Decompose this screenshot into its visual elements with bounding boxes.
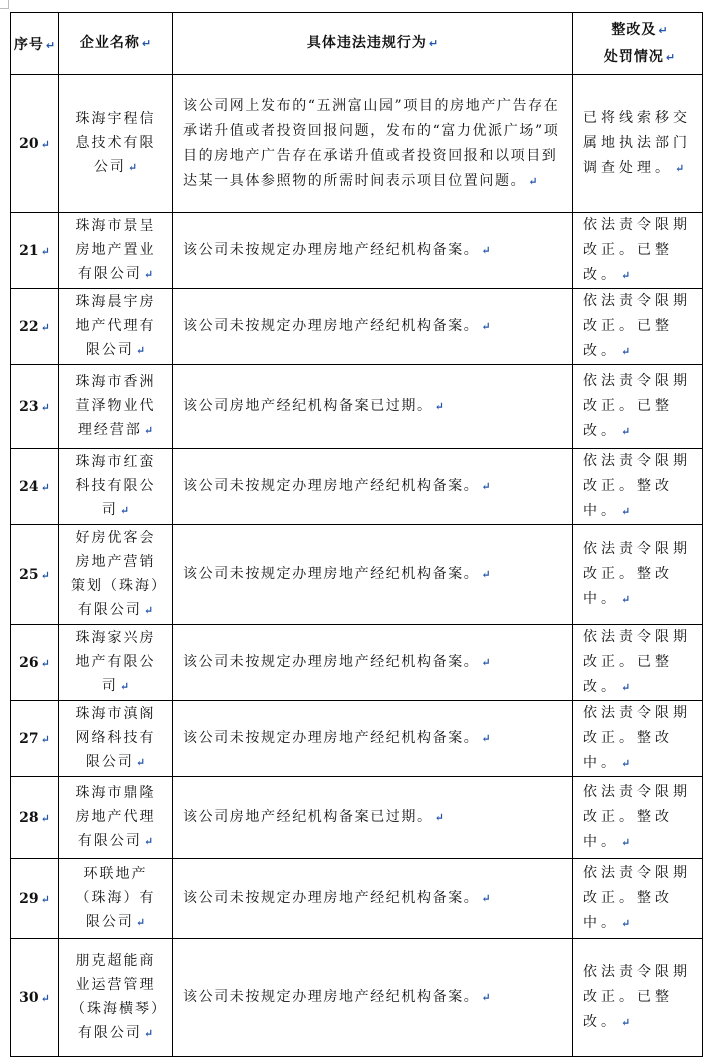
row-index: 21 ↵	[11, 213, 59, 289]
row-result: 依法责令限期改正。整改中。 ↵	[573, 525, 703, 625]
row-index: 22 ↵	[11, 289, 59, 365]
row-result: 依法责令限期改正。整改中。 ↵	[573, 701, 703, 777]
row-violation: 该公司未按规定办理房地产经纪机构备案。 ↵	[173, 289, 573, 365]
row-index: 26 ↵	[11, 625, 59, 701]
table-row	[11, 213, 703, 289]
table-header-row	[11, 13, 703, 75]
row-result: 依法责令限期改正。已整改。 ↵	[573, 289, 703, 365]
table-row	[11, 625, 703, 701]
row-company: 好房优客会房地产营销策划（珠海）有限公司 ↵	[59, 525, 173, 625]
row-index: 29 ↵	[11, 859, 59, 939]
page-corner-mark	[0, 0, 9, 9]
row-violation: 该公司房地产经纪机构备案已过期。 ↵	[173, 777, 573, 859]
row-company: 朋克超能商业运营管理（珠海横琴）有限公司 ↵	[59, 939, 173, 1057]
table-row	[11, 701, 703, 777]
row-company: 环联地产（珠海）有限公司 ↵	[59, 859, 173, 939]
header-result: 整改及 ↵ 处罚情况 ↵	[573, 13, 703, 75]
table-row	[11, 859, 703, 939]
row-company: 珠海市红蛮科技有限公司 ↵	[59, 449, 173, 525]
row-result: 依法责令限期改正。整改中。 ↵	[573, 449, 703, 525]
row-company: 珠海市滇阁网络科技有限公司 ↵	[59, 701, 173, 777]
row-company: 珠海市景呈房地产置业有限公司 ↵	[59, 213, 173, 289]
row-violation: 该公司未按规定办理房地产经纪机构备案。 ↵	[173, 449, 573, 525]
row-violation: 该公司未按规定办理房地产经纪机构备案。 ↵	[173, 701, 573, 777]
row-company: 珠海晨宇房地产代理有限公司 ↵	[59, 289, 173, 365]
row-violation: 该公司未按规定办理房地产经纪机构备案。 ↵	[173, 213, 573, 289]
row-company: 珠海宇程信息技术有限公司 ↵	[59, 75, 173, 213]
table-row	[11, 777, 703, 859]
row-result: 已将线索移交属地执法部门调查处理。 ↵	[573, 75, 703, 213]
row-result: 依法责令限期改正。已整改。 ↵	[573, 365, 703, 449]
row-violation: 该公司房地产经纪机构备案已过期。 ↵	[173, 365, 573, 449]
row-violation: 该公司未按规定办理房地产经纪机构备案。 ↵	[173, 625, 573, 701]
table-row	[11, 289, 703, 365]
row-company: 珠海市鼎隆房地产代理有限公司 ↵	[59, 777, 173, 859]
row-violation: 该公司网上发布的“五洲富山园”项目的房地产广告存在承诺升值或者投资回报问题，发布的“富力优派广场”项目的房地产广告存在承诺升值或者投资回报和以项目到达某一具体参照物的所需时间表示项目位置问题。 ↵	[173, 75, 573, 213]
row-index: 24 ↵	[11, 449, 59, 525]
row-index: 28 ↵	[11, 777, 59, 859]
table-row	[11, 449, 703, 525]
header-index: 序号 ↵	[11, 13, 59, 75]
row-index: 27 ↵	[11, 701, 59, 777]
row-company: 珠海家兴房地产有限公司 ↵	[59, 625, 173, 701]
row-result: 依法责令限期改正。已整改。 ↵	[573, 213, 703, 289]
header-company: 企业名称 ↵	[59, 13, 173, 75]
header-violation: 具体违法违规行为 ↵	[173, 13, 573, 75]
row-result: 依法责令限期改正。整改中。 ↵	[573, 859, 703, 939]
row-result: 依法责令限期改正。已整改。 ↵	[573, 939, 703, 1057]
row-company: 珠海市香洲荁泽物业代理经营部 ↵	[59, 365, 173, 449]
violations-table	[10, 12, 703, 1057]
row-result: 依法责令限期改正。整改中。 ↵	[573, 777, 703, 859]
row-result: 依法责令限期改正。已整改。 ↵	[573, 625, 703, 701]
table-row	[11, 939, 703, 1057]
table-row	[11, 525, 703, 625]
row-violation: 该公司未按规定办理房地产经纪机构备案。 ↵	[173, 525, 573, 625]
row-index: 25 ↵	[11, 525, 59, 625]
table-row	[11, 365, 703, 449]
table-row	[11, 75, 703, 213]
row-index: 30 ↵	[11, 939, 59, 1057]
row-index: 20 ↵	[11, 75, 59, 213]
row-index: 23 ↵	[11, 365, 59, 449]
row-violation: 该公司未按规定办理房地产经纪机构备案。 ↵	[173, 939, 573, 1057]
row-violation: 该公司未按规定办理房地产经纪机构备案。 ↵	[173, 859, 573, 939]
